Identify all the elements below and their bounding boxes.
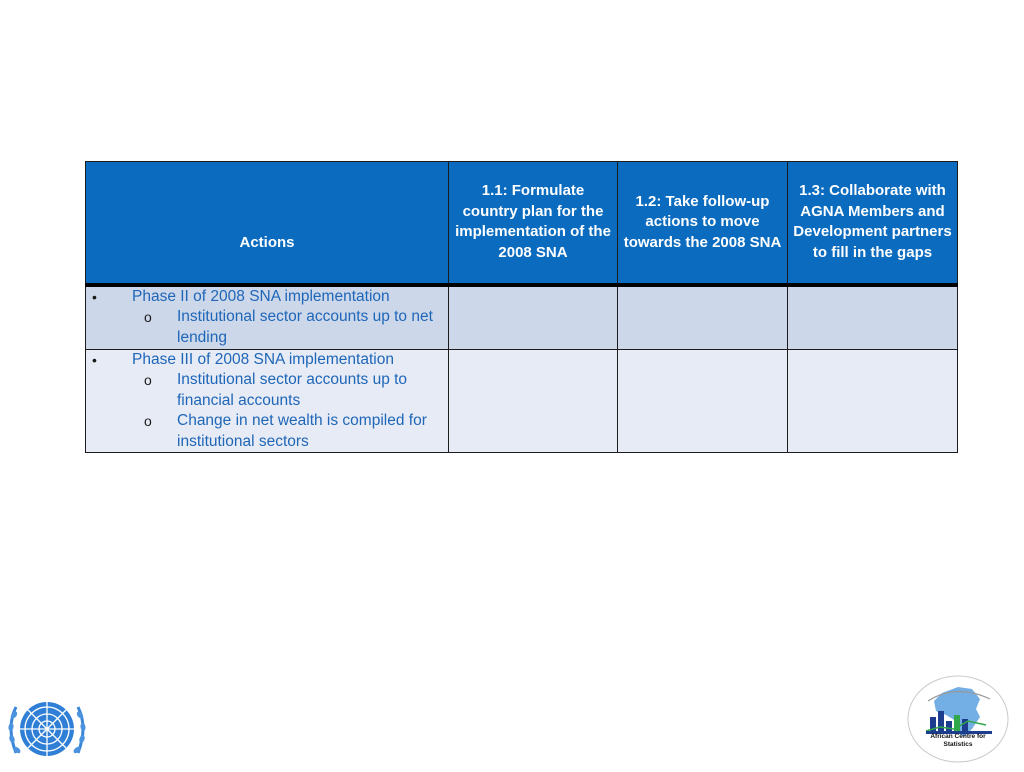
sub-item [86,370,448,411]
cell-1-1 [449,285,618,350]
header-1-3: 1.3: Collaborate with AGNA Members and Development partners to fill in the gaps [788,162,958,285]
bullet-marker: • [92,351,97,368]
cell-1-2 [618,285,788,350]
bullet-marker: • [92,288,97,305]
cell-1-3 [788,285,958,350]
sub-item [86,307,448,348]
un-emblem-icon [2,687,92,767]
cell-1-1 [449,349,618,453]
africa-map-icon [906,675,1010,765]
table-row [86,349,958,453]
phase-item [86,350,448,371]
acs-logo-text-line1: African Centre for [930,733,986,740]
sub-item-label: Change in net wealth is compiled for institutional sectors [177,412,427,450]
header-1-2: 1.2: Take follow-up actions to move towards the 2008 SNA [618,162,788,285]
phase-label: Phase III of 2008 SNA implementation [132,350,394,368]
phase-label: Phase II of 2008 SNA implementation [132,287,390,305]
actions-cell [86,349,449,453]
acs-logo [906,675,1010,765]
sub-item-label: Institutional sector accounts up to financial accounts [177,371,408,409]
header-1-1: 1.1: Formulate country plan for the implementation of the 2008 SNA [449,162,618,285]
sub-bullet-marker: o [144,413,152,429]
sub-bullet-marker: o [144,309,152,325]
sub-item [86,411,448,452]
un-emblem-logo [2,687,92,767]
phase-item [86,287,448,308]
table-header-row [86,162,958,285]
table-row [86,285,958,350]
actions-table [85,161,958,453]
sub-item-label: Institutional sector accounts up to net lending [177,308,433,346]
actions-cell [86,285,449,350]
header-actions: Actions [86,162,449,285]
sub-bullet-marker: o [144,372,152,388]
acs-logo-text-line2: Statistics [943,740,973,748]
cell-1-2 [618,349,788,453]
cell-1-3 [788,349,958,453]
